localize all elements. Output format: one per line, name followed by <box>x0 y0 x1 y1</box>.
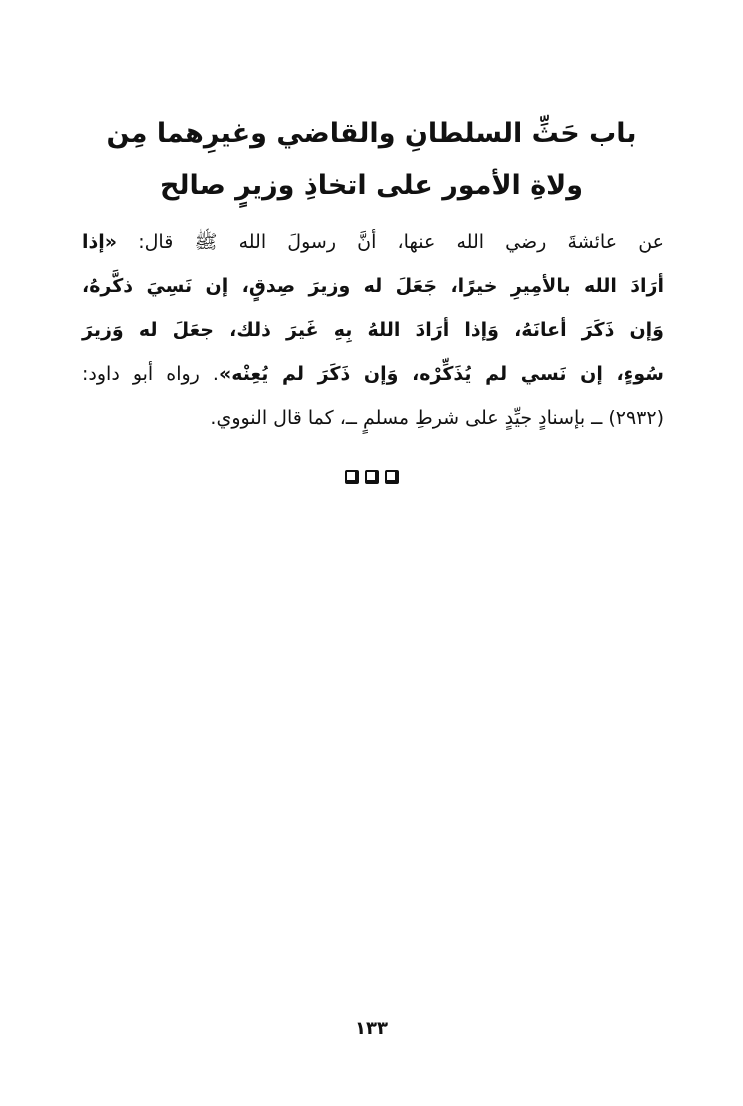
hadith-line: وَإن ذَكَرَ أعانَهُ، وَإذا أرَادَ اللهُ بِهِ غَيرَ ذلك، جعَلَ له وَزيرَ <box>82 319 664 341</box>
hadith-quote-start: «إذا <box>82 231 118 253</box>
hadith-intro: عن عائشةَ رضي الله عنها، أنَّ رسولَ الله ﷺ قال: <box>117 231 664 253</box>
hadith-line <box>82 352 664 396</box>
chapter-title <box>80 108 663 212</box>
hadith-citation: (٢٩٣٢) ــ بإسنادٍ جيِّدٍ على شرطِ مسلمٍ ــ، كما قال النووي. <box>210 407 664 429</box>
chapter-title-line-1: باب حَثِّ السلطانِ والقاضي وغيرِهما مِن <box>106 118 637 149</box>
square-ornament-icon <box>385 470 399 484</box>
square-ornament-icon <box>345 470 359 484</box>
hadith-source: . رواه أبو داود: <box>82 363 219 385</box>
chapter-title-line-2: ولاةِ الأمور على اتخاذِ وزيرٍ صالح <box>159 170 584 201</box>
section-divider <box>0 470 743 484</box>
page-number: ١٣٣ <box>355 1018 388 1039</box>
square-ornament-icon <box>365 470 379 484</box>
hadith-paragraph <box>82 220 664 440</box>
hadith-line <box>82 220 664 264</box>
hadith-quote-end: سُوءٍ، إن نَسي لم يُذَكِّرْه، وَإن ذَكَرَ لم يُعِنْه» <box>218 363 664 385</box>
hadith-line: أرَادَ الله بالأمِيرِ خيرًا، جَعَلَ له وزيرَ صِدقٍ، إن نَسِيَ ذكَّرهُ، <box>82 275 664 297</box>
